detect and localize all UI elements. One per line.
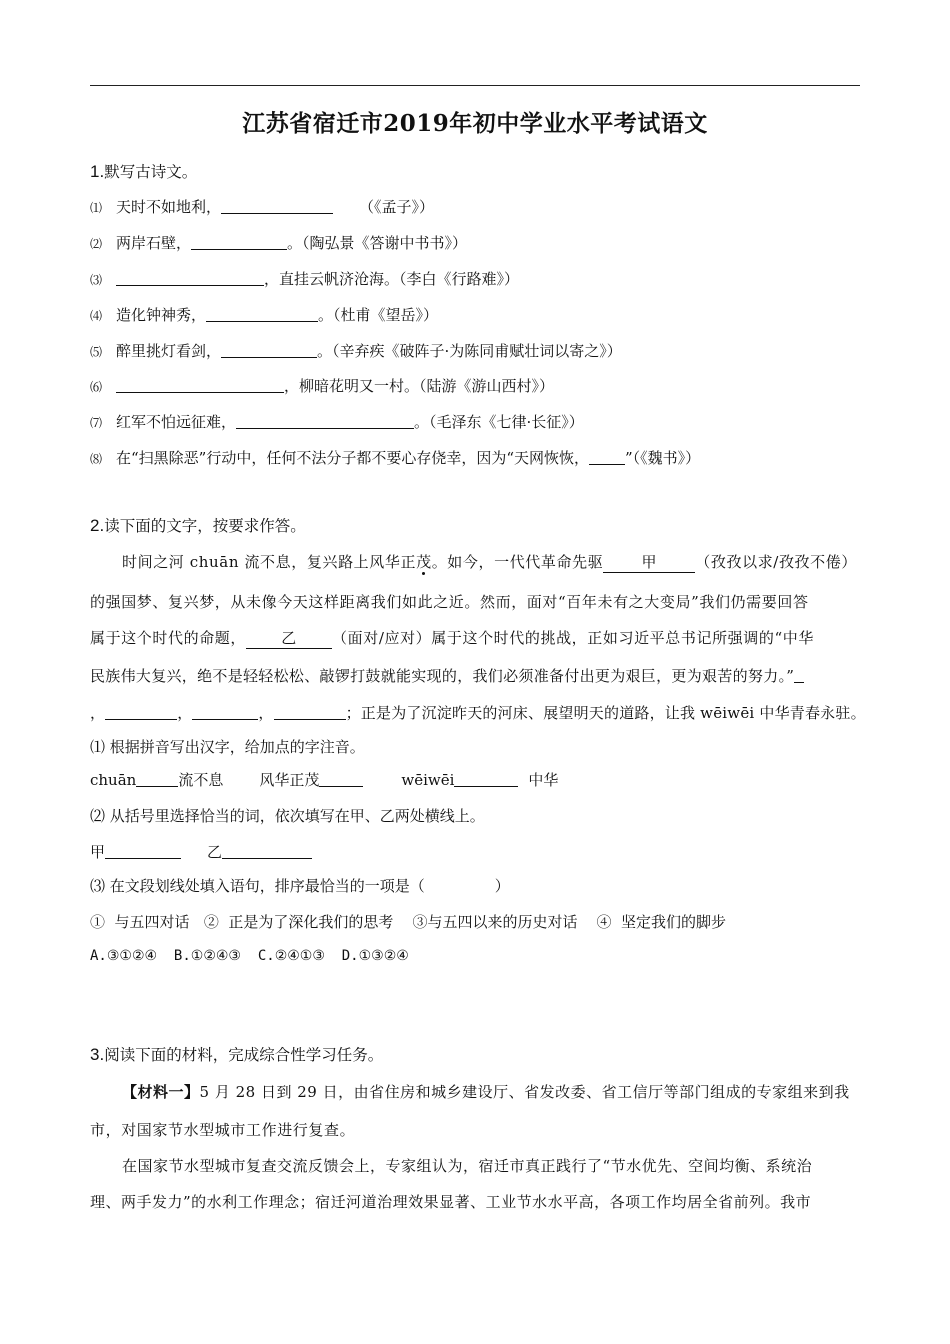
sentence-blank[interactable] (192, 704, 258, 720)
q1-item-8: ⑻ 在“扫黑除恶”行动中，任何不法分子都不要心存侥幸，因为“天网恢恢， ”（《魏书》） (90, 449, 701, 467)
q2-para-line-5: ， ， ， ；正是为了沉淀昨天的河床、展望明天的道路，让我 wēiwēi 中华青春永驻。 (90, 704, 866, 722)
answer-blank[interactable] (136, 771, 178, 787)
q2-sub2: ⑵ 从括号里选择恰当的词，依次填写在甲、乙两处横线上。 (90, 807, 485, 825)
q1-number: 1. (90, 162, 105, 181)
answer-blank[interactable] (236, 413, 414, 429)
q3-material-1-line-2: 市，对国家节水型城市工作进行复查。 (90, 1121, 356, 1139)
q3-heading: 3.阅读下面的材料，完成综合性学习任务。 (90, 1045, 384, 1064)
q1-item-5: ⑸ 醉里挑灯看剑， 。（辛弃疾《破阵子·为陈同甫赋壮词以寄之》） (90, 342, 622, 360)
sentence-blank[interactable] (274, 704, 346, 720)
q2-number: 2. (90, 516, 105, 535)
answer-blank[interactable] (319, 771, 363, 787)
answer-blank-jia[interactable] (105, 843, 181, 859)
answer-blank[interactable] (589, 449, 625, 465)
answer-blank[interactable] (191, 234, 287, 250)
q3-material-1-line-4: 理、两手发力”的水利工作理念；宿迁河道治理效果显著、工业节水水平高，各项工作均居全省前列。我市 (90, 1193, 812, 1211)
sentence-blank[interactable] (794, 667, 804, 683)
q2-sub1: ⑴ 根据拼音写出汉字，给加点的字注音。 (90, 738, 365, 756)
sentence-blank[interactable] (105, 704, 177, 720)
q2-para-line-2: 的强国梦、复兴梦，从未像今天这样距离我们如此之近。然而，面对“百年未有之大变局”我们仍需要回答 (90, 593, 809, 611)
page-title: 江苏省宿迁市2019年初中学业水平考试语文 (242, 110, 708, 137)
answer-blank[interactable] (116, 270, 264, 286)
q3-material-1-line-1: 【材料一】5 月 28 日到 29 日，由省住房和城乡建设厅、省发改委、省工信厅等部门组成的专家组来到我 (122, 1083, 850, 1101)
header-rule (90, 85, 860, 86)
q2-para-line-4: 民族伟大复兴，绝不是轻轻松松、敲锣打鼓就能实现的，我们必须准备付出更为艰巨，更为艰苦的努力。” (90, 666, 804, 686)
answer-blank[interactable] (454, 771, 518, 787)
answer-blank-yi[interactable] (222, 843, 312, 859)
q2-para-line-1: 时间之河 chuān 流不息，复兴路上风华正茂。如今，一代代革命先驱 甲 （孜孜以求/孜孜不倦） (122, 553, 857, 571)
q2-para-line-3: 属于这个时代的命题， 乙 （面对/应对）属于这个时代的挑战，正如习近平总书记所强调的“中华 (90, 629, 814, 647)
blank-yi[interactable]: 乙 (246, 628, 332, 649)
q2-heading: 2.读下面的文字，按要求作答。 (90, 516, 306, 535)
material-label: 【材料一】 (122, 1083, 200, 1101)
q1-heading: 1.默写古诗文。 (90, 162, 198, 181)
q2-sub2-answers: 甲 乙 (90, 842, 312, 862)
answer-blank[interactable] (206, 306, 318, 322)
q1-item-3: ⑶ ，直挂云帆济沧海。（李白《行路难》） (90, 270, 520, 288)
answer-blank[interactable] (221, 342, 317, 358)
q2-sub3-options: ① 与五四对话 ② 正是为了深化我们的思考 ③与五四以来的历史对话 ④ 坚定我们的脚步 (90, 913, 727, 931)
q1-item-2: ⑵ 两岸石壁， 。（陶弘景《答谢中书书》） (90, 234, 468, 252)
answer-blank[interactable] (221, 198, 333, 214)
q1-item-1: ⑴ 天时不如地利， （《孟子》） (90, 198, 435, 216)
answer-blank[interactable] (116, 377, 284, 393)
q2-choices: A.③①②④ B.①②④③ C.②④①③ D.①③②④ (90, 948, 409, 964)
q1-item-4: ⑷ 造化钟神秀， 。（杜甫《望岳》） (90, 306, 439, 324)
q3-number: 3. (90, 1045, 105, 1064)
blank-jia[interactable]: 甲 (603, 552, 695, 573)
q3-material-1-line-3: 在国家节水型城市复查交流反馈会上，专家组认为，宿迁市真正践行了“节水优先、空间均衡、系统治 (122, 1157, 813, 1175)
dotted-char: 茂 (416, 553, 432, 571)
q1-item-6: ⑹ ，柳暗花明又一村。（陆游《游山西村》） (90, 377, 555, 395)
q2-sub1-answers: chuān 流不息 风华正茂 wēiwēi 中华 (90, 771, 559, 789)
q1-item-7: ⑺ 红军不怕远征难， 。（毛泽东《七律·长征》） (90, 413, 584, 431)
q2-sub3: ⑶ 在文段划线处填入语句，排序最恰当的一项是（ ） (90, 877, 510, 895)
